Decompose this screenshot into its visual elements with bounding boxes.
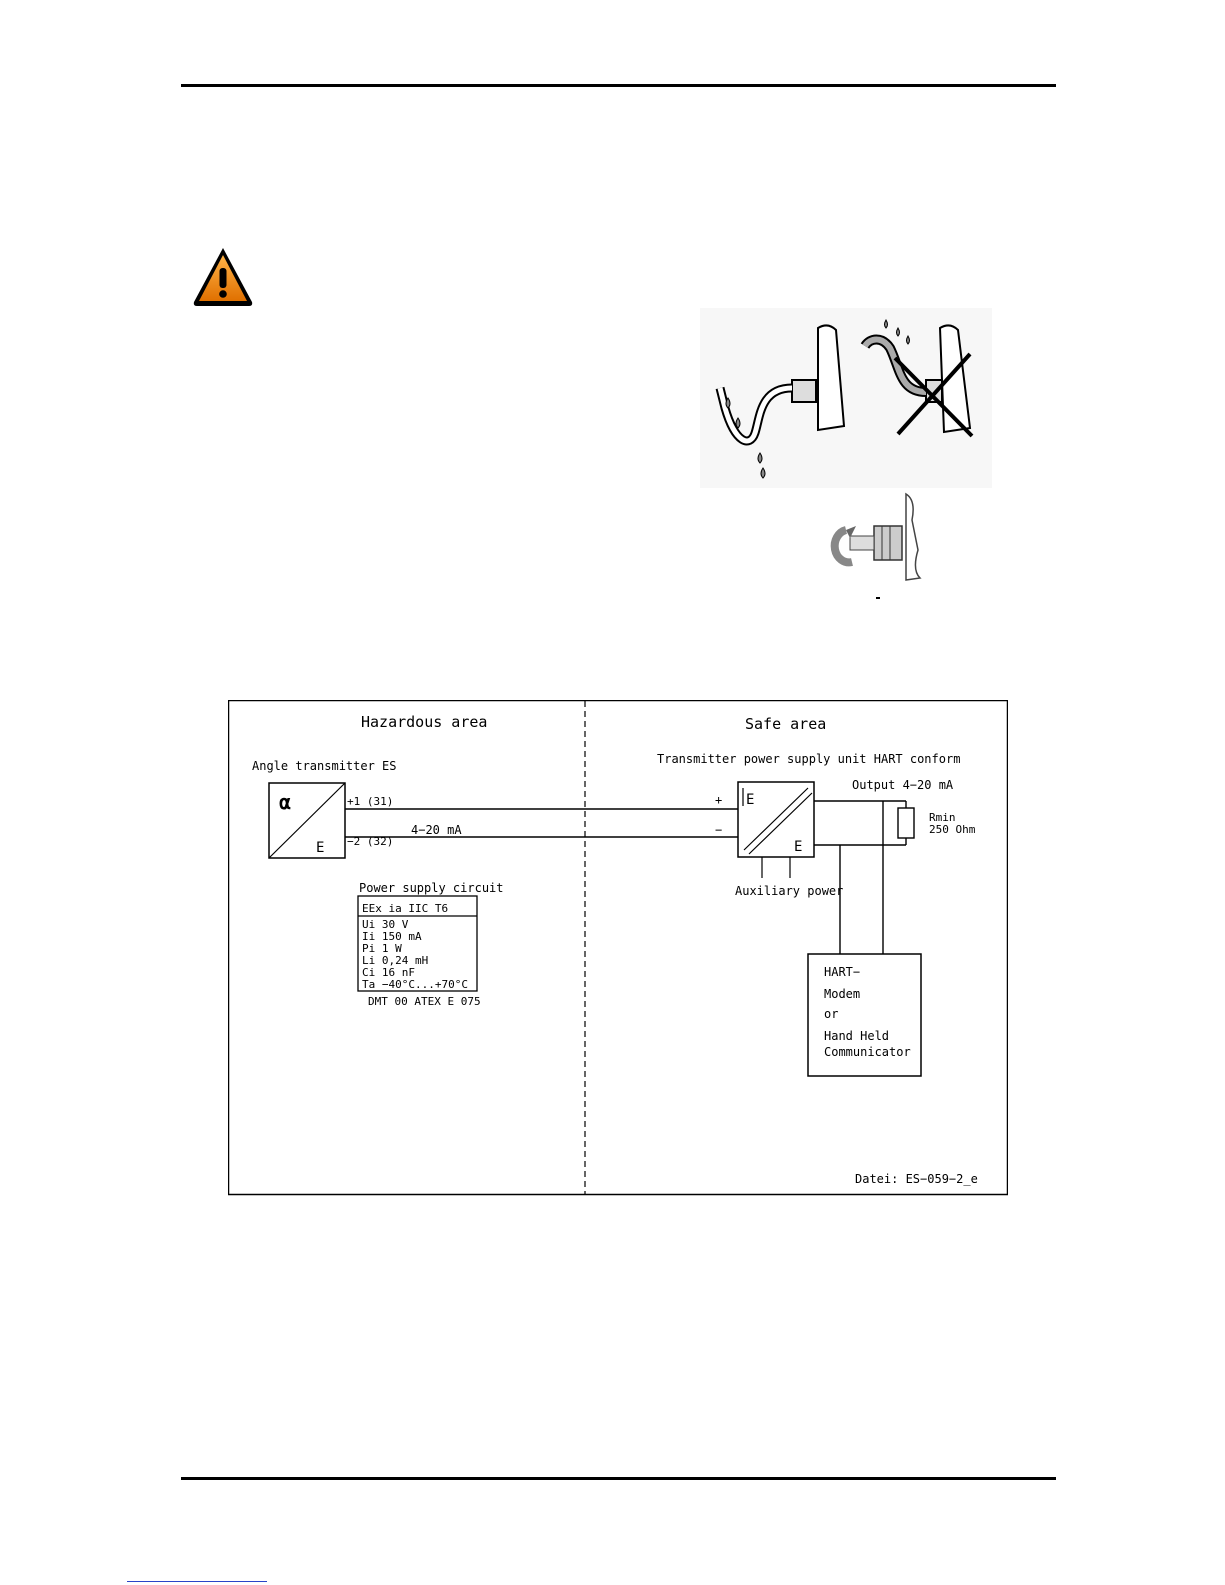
plus-terminal-label: + bbox=[715, 793, 723, 807]
power-supply-row: Ui 30 V bbox=[362, 918, 409, 931]
hart-line: Hand Held bbox=[824, 1029, 890, 1043]
output-label: Output 4−20 mA bbox=[852, 778, 954, 792]
power-supply-header: EEx ia IIC T6 bbox=[362, 902, 449, 915]
bottom-rule bbox=[181, 1477, 1056, 1480]
wiring-diagram bbox=[228, 700, 1008, 1196]
cable-drip-illustration bbox=[700, 308, 992, 488]
power-supply-title: Power supply circuit bbox=[359, 881, 504, 895]
power-supply-row: Li 0,24 mH bbox=[362, 954, 429, 967]
power-supply-row: Ii 150 mA bbox=[362, 930, 422, 943]
aux-power-label: Auxiliary power bbox=[735, 884, 844, 898]
certificate-label: DMT 00 ATEX E 075 bbox=[368, 995, 481, 1008]
power-unit-e-top: E bbox=[746, 792, 755, 808]
resistor-label-2: 250 Ohm bbox=[929, 823, 976, 836]
transmitter-alpha-symbol: α bbox=[279, 790, 292, 814]
transmitter-label: Angle transmitter ES bbox=[252, 759, 397, 773]
hart-line: Modem bbox=[824, 987, 861, 1001]
hazardous-area-heading: Hazardous area bbox=[361, 713, 488, 731]
top-rule bbox=[181, 84, 1056, 87]
resistor-label-1: Rmin bbox=[929, 811, 956, 824]
terminal-1-label: +1 (31) bbox=[347, 795, 394, 808]
hart-line: or bbox=[824, 1007, 839, 1021]
power-supply-row: Ci 16 nF bbox=[362, 966, 415, 979]
power-unit-label: Transmitter power supply unit HART conform bbox=[657, 752, 961, 766]
cable-gland-tighten-icon bbox=[820, 490, 940, 610]
transmitter-e-symbol: E bbox=[316, 840, 325, 856]
signal-current-label: 4−20 mA bbox=[411, 823, 462, 837]
warning-triangle-icon bbox=[190, 244, 256, 310]
power-supply-row: Pi 1 W bbox=[362, 942, 402, 955]
minus-terminal-label: − bbox=[715, 823, 723, 837]
resistor-symbol bbox=[898, 808, 914, 838]
power-unit-e-bottom: E bbox=[794, 839, 803, 855]
hart-line: HART− bbox=[824, 965, 861, 979]
power-supply-row: Ta −40°C...+70°C bbox=[362, 978, 468, 991]
footer-link-underline bbox=[127, 1581, 267, 1582]
file-label: Datei: ES−059−2_e bbox=[855, 1172, 978, 1186]
safe-area-heading: Safe area bbox=[745, 715, 827, 733]
terminal-2-label: −2 (32) bbox=[347, 835, 394, 848]
hart-line: Communicator bbox=[824, 1045, 911, 1059]
